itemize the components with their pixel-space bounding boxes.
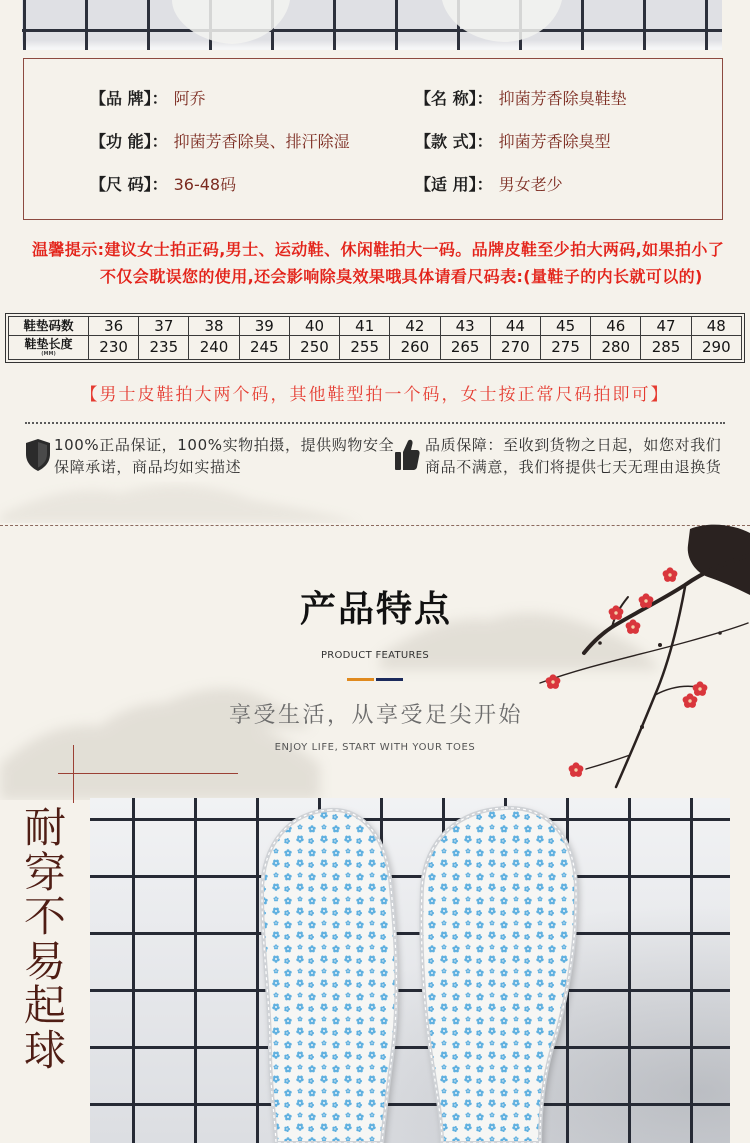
spec-value: 36-48码 [173,175,237,194]
size-cell: 36 [89,317,139,336]
length-cell: 255 [340,336,390,360]
insole-edges [22,0,722,50]
length-cell: 245 [239,336,289,360]
spec-brand [90,76,415,119]
length-cell: 230 [89,336,139,360]
length-cell: 285 [641,336,691,360]
guarantee-quality [425,434,721,478]
length-label: 鞋垫长度 [24,337,73,352]
size-cell: 46 [591,317,641,336]
spec-label: 【功 能】： [90,132,168,151]
size-cell: 39 [239,317,289,336]
size-note: 【男士皮鞋拍大两个码，其他鞋型拍一个码，女士按正常尺码拍即可】 [80,385,670,405]
length-cell: 260 [390,336,440,360]
length-cell: 250 [289,336,339,360]
decorative-line-vertical [73,745,74,803]
size-cell: 40 [289,317,339,336]
size-cell: 42 [390,317,440,336]
size-cell: 48 [691,317,741,336]
size-table-grid [8,316,742,360]
size-cell: 38 [189,317,239,336]
spec-label: 【适 用】： [415,175,493,194]
spec-box [23,58,723,220]
length-row [9,336,742,360]
length-cell: 275 [540,336,590,360]
size-cell: 41 [340,317,390,336]
left-insole [262,810,396,1143]
size-cell: 37 [139,317,189,336]
spec-style [415,119,722,162]
length-label-cell [9,336,89,360]
spec-value: 男女老少 [498,175,563,194]
size-cell: 43 [440,317,490,336]
guarantee-authentic [54,434,394,478]
spec-value: 阿乔 [173,89,206,108]
length-unit: (MM) [41,351,56,358]
guarantee-line: 100%正品保证，100%实物拍摄，提供购物安全 [54,436,395,454]
size-table [5,313,745,363]
spec-label: 【品 牌】： [90,89,168,108]
size-label-cell: 鞋垫码数 [9,317,89,336]
size-cell: 47 [641,317,691,336]
guarantee-line: 保障承诺，商品均如实描述 [54,458,242,476]
guarantee-line: 商品不满意，我们将提供七天无理由退换货 [425,458,722,476]
length-cell: 280 [591,336,641,360]
spec-label: 【款 式】： [415,132,493,151]
spec-value: 抑菌芳香除臭鞋垫 [498,89,627,108]
thumbs-up-icon [394,438,420,472]
spec-function [90,119,415,162]
top-product-photo [22,0,722,50]
spec-name [415,76,722,119]
features-title: 产品特点 [299,589,452,630]
spec-size [90,162,415,205]
dotted-divider [25,422,725,424]
accent-bar-navy [376,678,403,681]
slogan: 享受生活，从享受足尖开始 [228,703,523,728]
notice-line-1: 温馨提示:建议女士拍正码,男士、运动鞋、休闲鞋拍大一码。品牌皮鞋至少拍大两码,如果拍小了 [32,240,725,259]
right-insole [421,808,576,1143]
feature-highlight-vertical-text: 耐穿不易起球 [23,803,66,1075]
spec-label: 【名 称】： [415,89,493,108]
accent-bar-orange [347,678,374,681]
insoles [90,798,730,1143]
length-cell: 235 [139,336,189,360]
length-cell: 265 [440,336,490,360]
notice-line-2: 不仅会耽误您的使用,还会影响除臭效果哦具体请看尺码表:(量鞋子的内长就可以的) [100,267,703,286]
shield-icon [25,438,51,472]
decorative-line-horizontal [58,773,238,774]
length-cell: 270 [490,336,540,360]
length-cell: 240 [189,336,239,360]
blossom [663,567,678,582]
length-cell: 290 [691,336,741,360]
spec-suitable [415,162,722,205]
size-row [9,317,742,336]
slogan-en: ENJOY LIFE, START WITH YOUR TOES [274,742,476,753]
features-title-en: PRODUCT FEATURES [320,650,430,661]
spec-value: 抑菌芳香除臭型 [498,132,611,151]
size-cell: 45 [540,317,590,336]
guarantee-line: 品质保障：至收到货物之日起，如您对我们 [425,436,722,454]
insole-product-photo [90,798,730,1143]
spec-value: 抑菌芳香除臭、排汗除湿 [173,132,350,151]
spec-label: 【尺 码】： [90,175,168,194]
blossom [569,762,584,777]
size-cell: 44 [490,317,540,336]
blossom [693,681,708,696]
